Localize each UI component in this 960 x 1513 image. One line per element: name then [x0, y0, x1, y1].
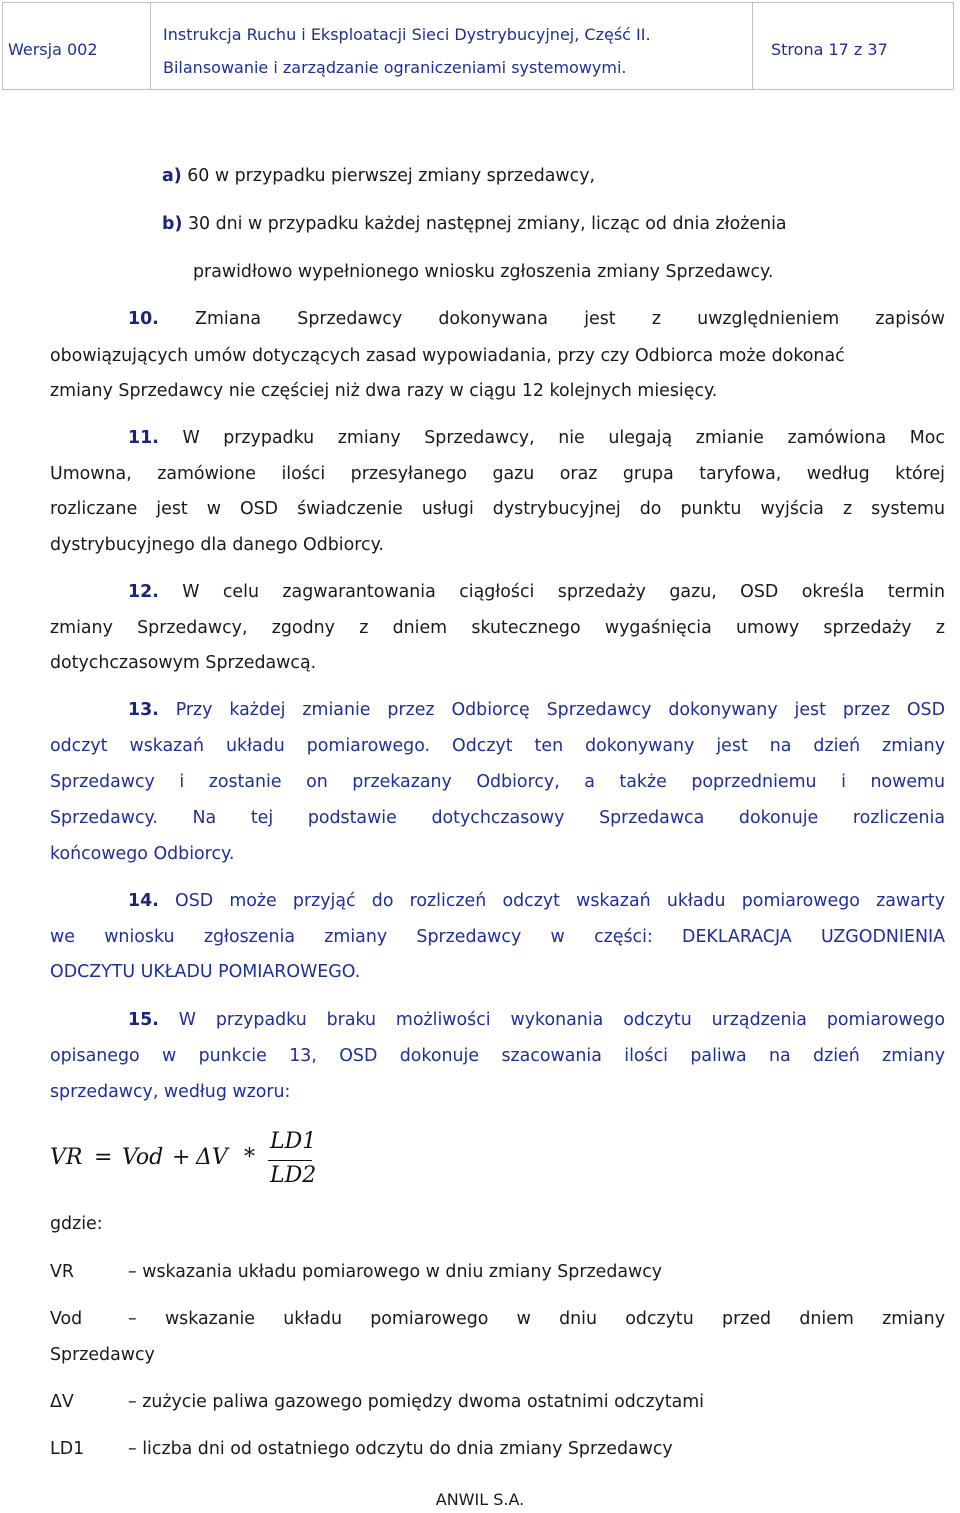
legend-desc-vod: – wskazanie układu pomiarowego w dniu odczytu przed dniem zmiany [128, 1309, 945, 1329]
paragraph-13-line1: 13. Przy każdej zmianie przez Odbiorcę Sprzedawcy dokonywany jest przez OSD [128, 700, 945, 720]
header-title-line2: Bilansowanie i zarządzanie ograniczeniami systemowymi. [163, 58, 627, 77]
page-footer: ANWIL S.A. [435, 1490, 525, 1509]
header-page-number: Strona 17 z 37 [771, 40, 888, 59]
paragraph-11-line3: rozliczane jest w OSD świadczenie usługi dystrybucyjnej do punktu wyjścia z systemu [50, 499, 945, 519]
paragraph-12-line2: zmiany Sprzedawcy, zgodny z dniem skutecznego wygaśnięcia umowy sprzedaży z [50, 618, 945, 638]
list-text-b: 30 dni w przypadku każdej następnej zmiany, licząc od dnia złożenia [187, 214, 787, 234]
legend-symbol-vod: Vod [50, 1309, 83, 1329]
formula-delta-v: ΔV [196, 1145, 228, 1170]
paragraph-13-line5: końcowego Odbiorcy. [50, 844, 235, 864]
list-item-a [162, 163, 862, 189]
paragraph-15-line2: opisanego w punkcie 13, OSD dokonuje szacowania ilości paliwa na dzień zmiany [50, 1046, 945, 1066]
paragraph-number-14: 14. [128, 891, 159, 911]
paragraph-10-line3: zmiany Sprzedawcy nie częściej niż dwa razy w ciągu 12 kolejnych miesięcy. [50, 381, 718, 401]
paragraph-12-line3: dotychczasowym Sprzedawcą. [50, 653, 317, 673]
list-marker-b: b) [162, 214, 183, 234]
header-title-line1: Instrukcja Ruchu i Eksploatacji Sieci Dystrybucyjnej, Część II. [163, 25, 651, 44]
paragraph-number-10: 10. [128, 309, 159, 329]
paragraph-number-12: 12. [128, 582, 159, 602]
paragraph-13-line3: Sprzedawcy i zostanie on przekazany Odbiorcy, a także poprzedniemu i nowemu [50, 772, 945, 792]
header-version: Wersja 002 [8, 40, 98, 59]
list-text-b-cont: prawidłowo wypełnionego wniosku zgłoszenia zmiany Sprzedawcy. [193, 262, 774, 282]
paragraph-14-line3: ODCZYTU UKŁADU POMIAROWEGO. [50, 962, 361, 982]
formula-numerator: LD1 [270, 1129, 317, 1154]
paragraph-11-line4: dystrybucyjnego dla danego Odbiorcy. [50, 535, 384, 555]
legend-desc-ld1: – liczba dni od ostatniego odczytu do dnia zmiany Sprzedawcy [128, 1439, 673, 1459]
paragraph-10-line2: obowiązujących umów dotyczących zasad wypowiadania, przy czy Odbiorca może dokonać [50, 346, 845, 366]
legend-desc-vr: – wskazania układu pomiarowego w dniu zmiany Sprzedawcy [128, 1262, 663, 1282]
paragraph-11-line2: Umowna, zamówione ilości przesyłanego gazu oraz grupa taryfowa, według której [50, 464, 945, 484]
paragraph-number-11: 11. [128, 428, 159, 448]
header-divider [150, 2, 151, 90]
paragraph-number-15: 15. [128, 1010, 159, 1030]
paragraph-12-line1: 12. W celu zagwarantowania ciągłości sprzedaży gazu, OSD określa termin [128, 582, 946, 602]
paragraph-14-line1: 14. OSD może przyjąć do rozliczeń odczyt wskazań układu pomiarowego zawarty [128, 891, 946, 911]
list-item-b [162, 211, 882, 237]
formula-denominator: LD2 [270, 1163, 317, 1188]
formula-plus: + [172, 1145, 191, 1170]
legend-desc-dv: – zużycie paliwa gazowego pomiędzy dwoma ostatnimi odczytami [128, 1392, 704, 1412]
formula [50, 1125, 317, 1195]
paragraph-13-line2: odczyt wskazań układu pomiarowego. Odczyt ten dokonywany jest na dzień zmiany [50, 736, 945, 756]
paragraph-13-line4: Sprzedawcy. Na tej podstawie dotychczasowy Sprzedawca dokonuje rozliczenia [50, 808, 945, 828]
formula-lhs: VR [50, 1145, 83, 1170]
paragraph-11-line1: 11. W przypadku zmiany Sprzedawcy, nie ulegają zmianie zamówiona Moc [128, 428, 945, 448]
list-marker-a: a) [162, 166, 182, 186]
paragraph-15-line1: 15. W przypadku braku możliwości wykonania odczytu urządzenia pomiarowego [128, 1010, 945, 1030]
paragraph-number-13: 13. [128, 700, 159, 720]
legend-symbol-ld1: LD1 [50, 1439, 85, 1459]
fraction-bar [268, 1160, 312, 1161]
legend-symbol-dv: ΔV [50, 1392, 74, 1412]
paragraph-15-line3: sprzedawcy, według wzoru: [50, 1082, 291, 1102]
paragraph-10-line1: 10. Zmiana Sprzedawcy dokonywana jest z uwzględnieniem zapisów [128, 309, 946, 329]
list-text-a: 60 w przypadku pierwszej zmiany sprzedawcy, [187, 166, 596, 186]
formula-times: * [244, 1145, 255, 1170]
formula-equals: = [94, 1145, 113, 1170]
legend-desc-vod-cont: Sprzedawcy [50, 1345, 155, 1365]
legend-intro: gdzie: [50, 1214, 103, 1234]
formula-vod: Vod [122, 1145, 164, 1170]
header-divider [752, 2, 753, 90]
paragraph-14-line2: we wniosku zgłoszenia zmiany Sprzedawcy w części: DEKLARACJA UZGODNIENIA [50, 927, 945, 947]
legend-symbol-vr: VR [50, 1262, 74, 1282]
